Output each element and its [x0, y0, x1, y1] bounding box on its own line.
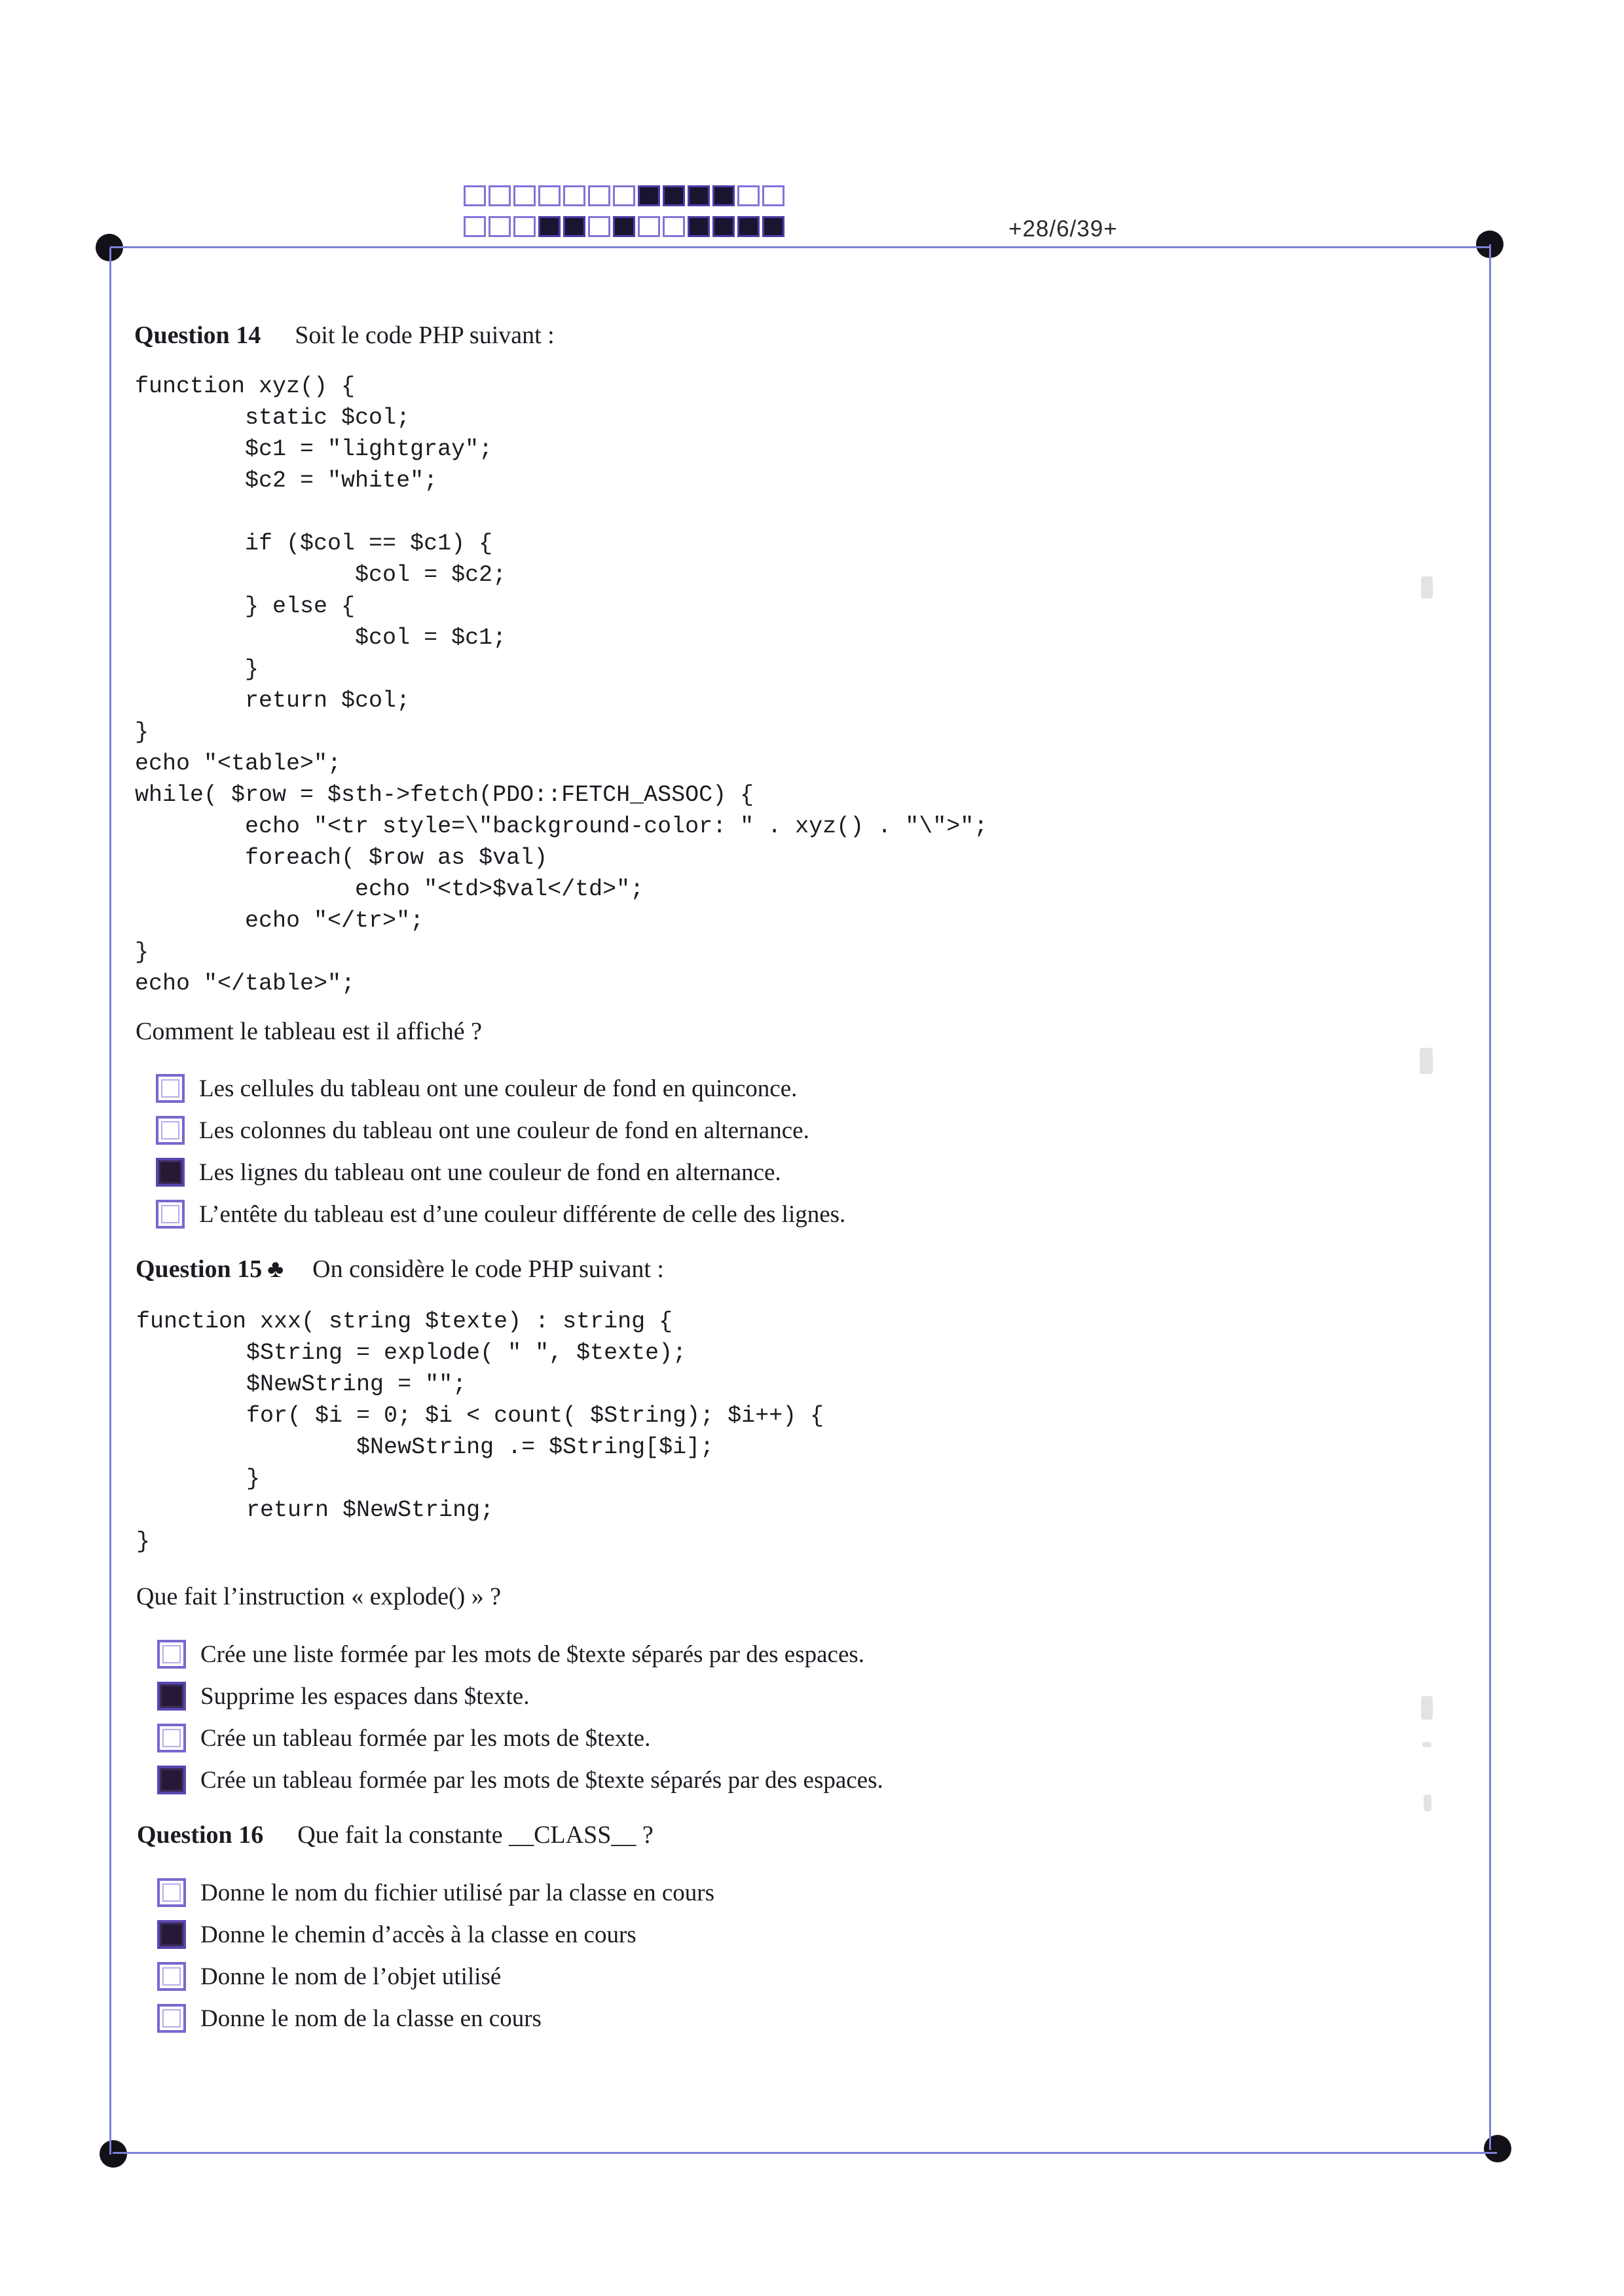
- option-text: Crée un tableau formée par les mots de $texte.: [200, 1724, 651, 1752]
- scan-speck: [1420, 1048, 1433, 1074]
- code-cell: [663, 185, 685, 206]
- frame-left-line: [109, 248, 111, 2155]
- code-cell: [538, 185, 561, 206]
- code-cell: [688, 185, 710, 206]
- option-text: Crée un tableau formée par les mots de $texte séparés par des espaces.: [200, 1766, 883, 1794]
- question-text: Que fait la constante __CLASS__ ?: [297, 1821, 654, 1849]
- question-15-code: function xxx( string $texte) : string { $String = explode( " ", $texte); $NewString = ""; for( $i = 0; $i < count( $String); $i++) { $NewString .= $String[$i]; } return $NewString; }: [136, 1308, 824, 1555]
- scan-speck: [1422, 1742, 1431, 1747]
- code-cell: [762, 216, 784, 237]
- scan-speck: [1424, 1794, 1431, 1811]
- checkbox[interactable]: [156, 1074, 185, 1103]
- code-cell: [489, 216, 511, 237]
- code-cell: [613, 216, 635, 237]
- question-14-code: function xyz() { static $col; $c1 = "lightgray"; $c2 = "white"; if ($col == $c1) { $col = $c2; } else { $col = $c1; } return $col; } echo "<table>"; while( $row = $sth->fetch(PDO::FETCH_ASSOC) { echo "<tr style=\"background-color: " . xyz() . "\">"; foreach( $row as $val) echo "<td>$val</td>"; echo "</tr>"; } echo "</table>";: [135, 373, 988, 997]
- code-cell: [563, 216, 585, 237]
- answer-option[interactable]: [156, 1193, 845, 1235]
- answer-option[interactable]: [157, 1997, 714, 2039]
- option-text: L’entête du tableau est d’une couleur différente de celle des lignes.: [199, 1200, 846, 1228]
- answer-option[interactable]: [157, 1914, 714, 1955]
- question-14-heading: [134, 321, 555, 350]
- answer-option[interactable]: [157, 1759, 883, 1801]
- code-cell: [464, 216, 486, 237]
- question-label: Question 16: [137, 1821, 264, 1849]
- checkbox[interactable]: [157, 1920, 186, 1949]
- code-cell: [663, 216, 685, 237]
- checkbox[interactable]: [157, 1962, 186, 1991]
- option-text: Les lignes du tableau ont une couleur de fond en alternance.: [199, 1158, 781, 1186]
- answer-option[interactable]: [156, 1067, 845, 1109]
- option-text: Supprime les espaces dans $texte.: [200, 1682, 530, 1710]
- answer-option[interactable]: [157, 1955, 714, 1997]
- code-cell: [588, 216, 610, 237]
- code-cell: [613, 185, 635, 206]
- code-cell: [538, 216, 561, 237]
- checkbox[interactable]: [156, 1116, 185, 1145]
- club-icon: ♣: [267, 1255, 284, 1283]
- code-cell: [513, 216, 536, 237]
- code-cell: [712, 216, 735, 237]
- option-text: Les colonnes du tableau ont une couleur de fond en alternance.: [199, 1117, 809, 1144]
- code-cell: [588, 185, 610, 206]
- question-14-prompt: Comment le tableau est il affiché ?: [136, 1018, 482, 1045]
- option-text: Les cellules du tableau ont une couleur de fond en quinconce.: [199, 1075, 798, 1102]
- code-cell: [638, 185, 660, 206]
- checkbox[interactable]: [157, 2004, 186, 2033]
- answer-option[interactable]: [156, 1151, 845, 1193]
- answer-option[interactable]: [157, 1872, 714, 1914]
- binary-code-row-1: [464, 185, 784, 206]
- code-cell: [712, 185, 735, 206]
- registration-mark-bottom-left: [100, 2140, 127, 2168]
- question-15-heading: [136, 1255, 664, 1284]
- checkbox[interactable]: [157, 1640, 186, 1669]
- answer-option[interactable]: [157, 1717, 883, 1759]
- option-text: Crée une liste formée par les mots de $texte séparés par des espaces.: [200, 1640, 865, 1668]
- code-cell: [638, 216, 660, 237]
- code-cell: [563, 185, 585, 206]
- checkbox[interactable]: [157, 1878, 186, 1907]
- code-cell: [489, 185, 511, 206]
- answer-option[interactable]: [157, 1633, 883, 1675]
- checkbox[interactable]: [156, 1200, 185, 1229]
- frame-top-line: [110, 246, 1490, 248]
- option-text: Donne le nom de l’objet utilisé: [200, 1963, 502, 1990]
- checkbox[interactable]: [157, 1724, 186, 1752]
- code-cell: [513, 185, 536, 206]
- checkbox[interactable]: [157, 1682, 186, 1711]
- frame-bottom-line: [113, 2152, 1497, 2154]
- code-cell: [464, 185, 486, 206]
- page-id: +28/6/39+: [1008, 216, 1118, 242]
- frame-right-line: [1489, 244, 1491, 2150]
- code-cell: [688, 216, 710, 237]
- code-cell: [762, 185, 784, 206]
- question-label: Question 15: [136, 1255, 263, 1283]
- scan-speck: [1421, 1696, 1433, 1720]
- option-text: Donne le nom de la classe en cours: [200, 2005, 542, 2032]
- question-16-options: [157, 1872, 714, 2039]
- binary-code-row-2: [464, 216, 784, 237]
- checkbox[interactable]: [157, 1766, 186, 1794]
- option-text: Donne le chemin d’accès à la classe en cours: [200, 1921, 637, 1948]
- question-14-options: [156, 1067, 845, 1235]
- question-15-options: [157, 1633, 883, 1801]
- registration-mark-bottom-right: [1484, 2135, 1511, 2162]
- question-label: Question 14: [134, 322, 261, 349]
- answer-option[interactable]: [156, 1109, 845, 1151]
- scan-speck: [1421, 576, 1433, 599]
- answer-option[interactable]: [157, 1675, 883, 1717]
- code-cell: [737, 185, 760, 206]
- question-16-heading: [137, 1821, 654, 1849]
- question-text: Soit le code PHP suivant :: [295, 322, 555, 349]
- option-text: Donne le nom du fichier utilisé par la classe en cours: [200, 1879, 714, 1906]
- checkbox[interactable]: [156, 1158, 185, 1187]
- code-cell: [737, 216, 760, 237]
- question-text: On considère le code PHP suivant :: [312, 1255, 664, 1283]
- question-15-prompt: Que fait l’instruction « explode() » ?: [136, 1583, 502, 1610]
